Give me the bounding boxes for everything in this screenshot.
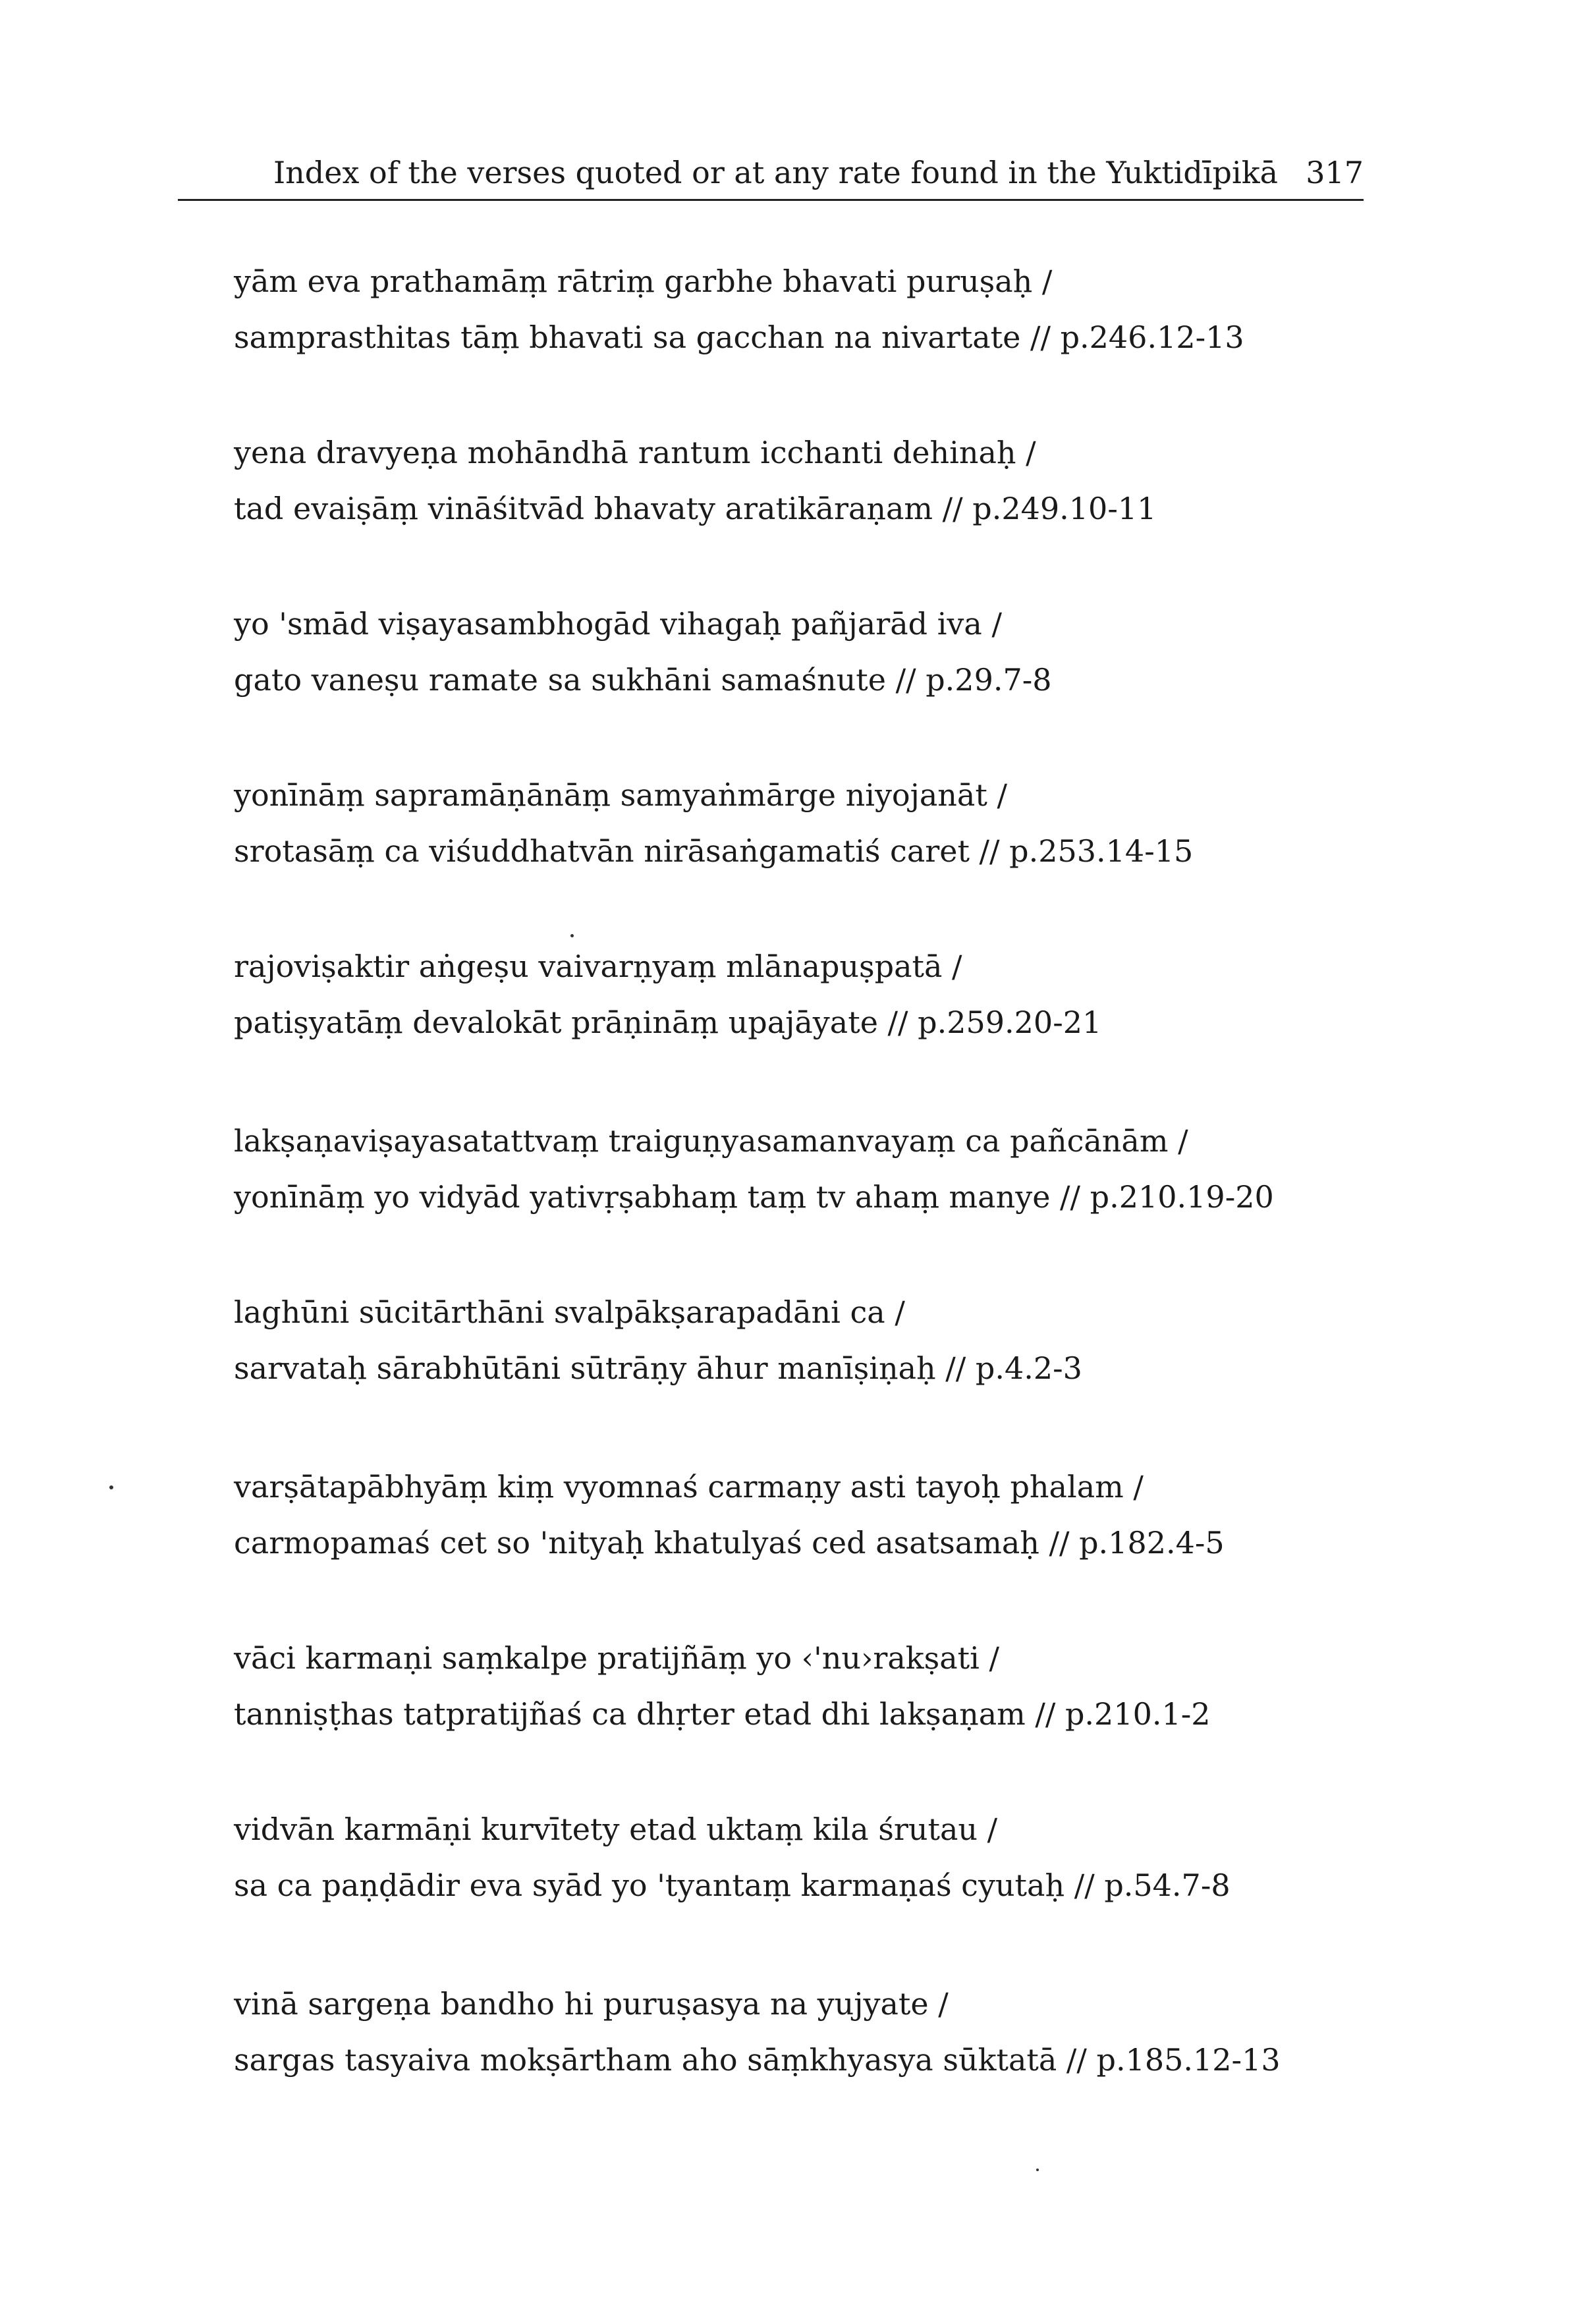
verse-line-1: yo 'smād viṣayasambhogād vihagaḥ pañjarād iva /	[234, 606, 1002, 642]
verse-line-2: tanniṣṭhas tatpratijñaś ca dhṛter etad dhi lakṣaṇam // p.210.1-2	[234, 1696, 1211, 1732]
verse-line-1: vinā sargeṇa bandho hi puruṣasya na yujyate /	[234, 1986, 949, 2022]
verse-entry	[234, 939, 1354, 1051]
verse-line-2: sarvataḥ sārabhūtāni sūtrāṇy āhur manīṣiṇaḥ // p.4.2-3	[234, 1350, 1082, 1386]
verse-line-2: samprasthitas tāṃ bhavati sa gacchan na nivartate // p.246.12-13	[234, 319, 1244, 355]
verse-line-1: varṣātapābhyāṃ kiṃ vyomnaś carmaṇy asti tayoḥ phalam /	[234, 1469, 1144, 1505]
running-head-title: Index of the verses quoted or at any rate found in the Yuktidīpikā	[273, 155, 1279, 190]
verse-line-1: yonīnāṃ sapramāṇānāṃ samyaṅmārge niyojanāt /	[234, 777, 1007, 813]
scan-speck	[570, 934, 574, 937]
verse-line-1: laghūni sūcitārthāni svalpākṣarapadāni ca /	[234, 1294, 905, 1330]
verse-entry	[234, 596, 1354, 708]
verse-entry	[234, 1802, 1354, 1914]
page-number: 317	[1306, 155, 1364, 190]
verse-line-1: vidvān karmāṇi kurvītety etad uktaṃ kila śrutau /	[234, 1812, 998, 1847]
verse-line-1: lakṣaṇaviṣayasatattvaṃ traiguṇyasamanvayaṃ ca pañcānām /	[234, 1123, 1188, 1159]
verse-entry	[234, 1459, 1354, 1571]
verse-line-2: sa ca paṇḍādir eva syād yo 'tyantaṃ karmaṇaś cyutaḥ // p.54.7-8	[234, 1868, 1231, 1903]
verse-line-1: yām eva prathamāṃ rātriṃ garbhe bhavati puruṣaḥ /	[234, 263, 1053, 299]
verse-line-2: gato vaneṣu ramate sa sukhāni samaśnute // p.29.7-8	[234, 662, 1052, 698]
verse-line-2: yonīnāṃ yo vidyād yativṛṣabhaṃ taṃ tv ahaṃ manye // p.210.19-20	[234, 1179, 1274, 1215]
running-head	[178, 146, 1364, 201]
verse-line-2: srotasāṃ ca viśuddhatvān nirāsaṅgamatiś caret // p.253.14-15	[234, 833, 1194, 869]
verse-line-2: patiṣyatāṃ devalokāt prāṇināṃ upajāyate // p.259.20-21	[234, 1005, 1102, 1040]
verse-entry	[234, 767, 1354, 879]
verse-entry	[234, 254, 1354, 366]
verse-entry	[234, 1113, 1354, 1225]
verse-line-1: yena dravyeṇa mohāndhā rantum icchanti dehinaḥ /	[234, 435, 1036, 470]
verse-entry	[234, 1285, 1354, 1397]
verse-line-2: sargas tasyaiva mokṣārtham aho sāṃkhyasya sūktatā // p.185.12-13	[234, 2042, 1281, 2078]
verse-entry	[234, 1976, 1354, 2088]
scan-speck	[109, 1485, 113, 1489]
verse-line-1: rajoviṣaktir aṅgeṣu vaivarṇyaṃ mlānapuṣpatā /	[234, 949, 962, 984]
verse-line-2: carmopamaś cet so 'nityaḥ khatulyaś ced asatsamaḥ // p.182.4-5	[234, 1525, 1225, 1561]
verse-entry	[234, 1630, 1354, 1742]
verse-line-2: tad evaiṣāṃ vināśitvād bhavaty aratikāraṇam // p.249.10-11	[234, 491, 1157, 526]
verse-line-1: vāci karmaṇi saṃkalpe pratijñāṃ yo ‹'nu›rakṣati /	[234, 1640, 999, 1676]
scan-speck	[1036, 2169, 1039, 2171]
verse-entry	[234, 425, 1354, 537]
